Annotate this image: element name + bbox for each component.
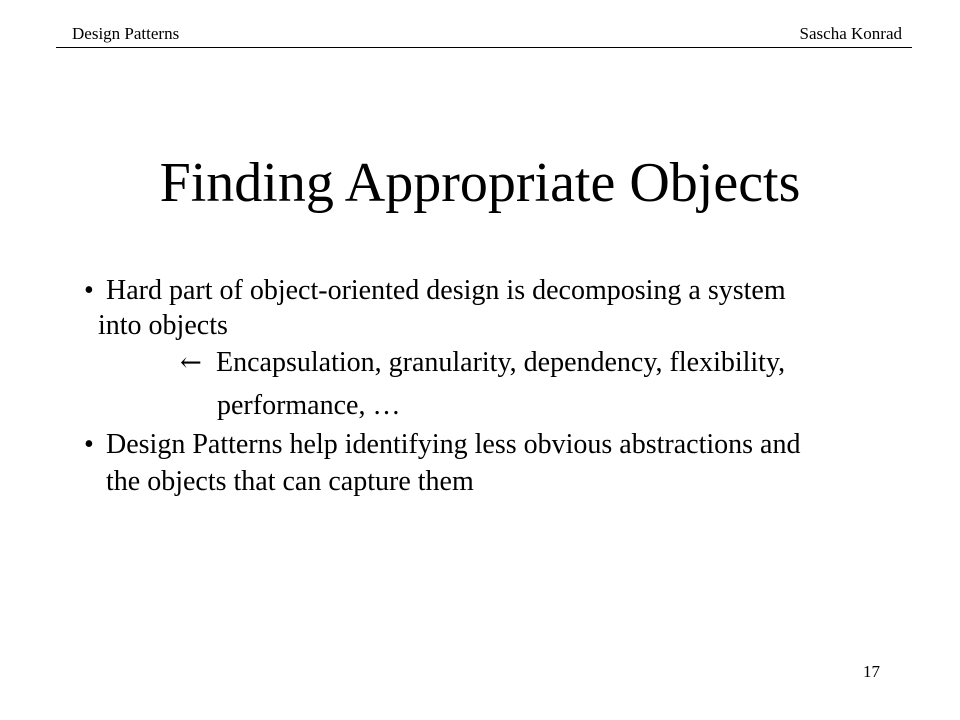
bullet-icon: • xyxy=(84,275,94,306)
header-left-title: Design Patterns xyxy=(72,24,180,43)
sub-item-1 xyxy=(180,345,785,381)
header-right-author: Sascha Konrad xyxy=(799,24,902,43)
bullet-item-2 xyxy=(84,427,800,462)
bullet-2-line-1: Design Patterns help identifying less obvious abstractions and xyxy=(106,429,801,460)
bullet-1-continuation: into objects xyxy=(98,310,228,341)
bullet-icon: • xyxy=(84,429,94,460)
slide-title: Finding Appropriate Objects xyxy=(159,152,801,214)
bullet-item-1 xyxy=(84,273,786,308)
sub-item-1-line-1: Encapsulation, granularity, dependency, flexibility, xyxy=(216,347,786,378)
left-arrow-icon: ← xyxy=(180,348,202,378)
bullet-2-continuation: the objects that can capture them xyxy=(106,466,474,497)
sub-item-1-continuation: performance, … xyxy=(217,390,401,421)
page-number: 17 xyxy=(863,662,880,681)
bullet-1-line-1: Hard part of object-oriented design is decomposing a system xyxy=(106,275,786,306)
header-divider xyxy=(56,47,912,48)
